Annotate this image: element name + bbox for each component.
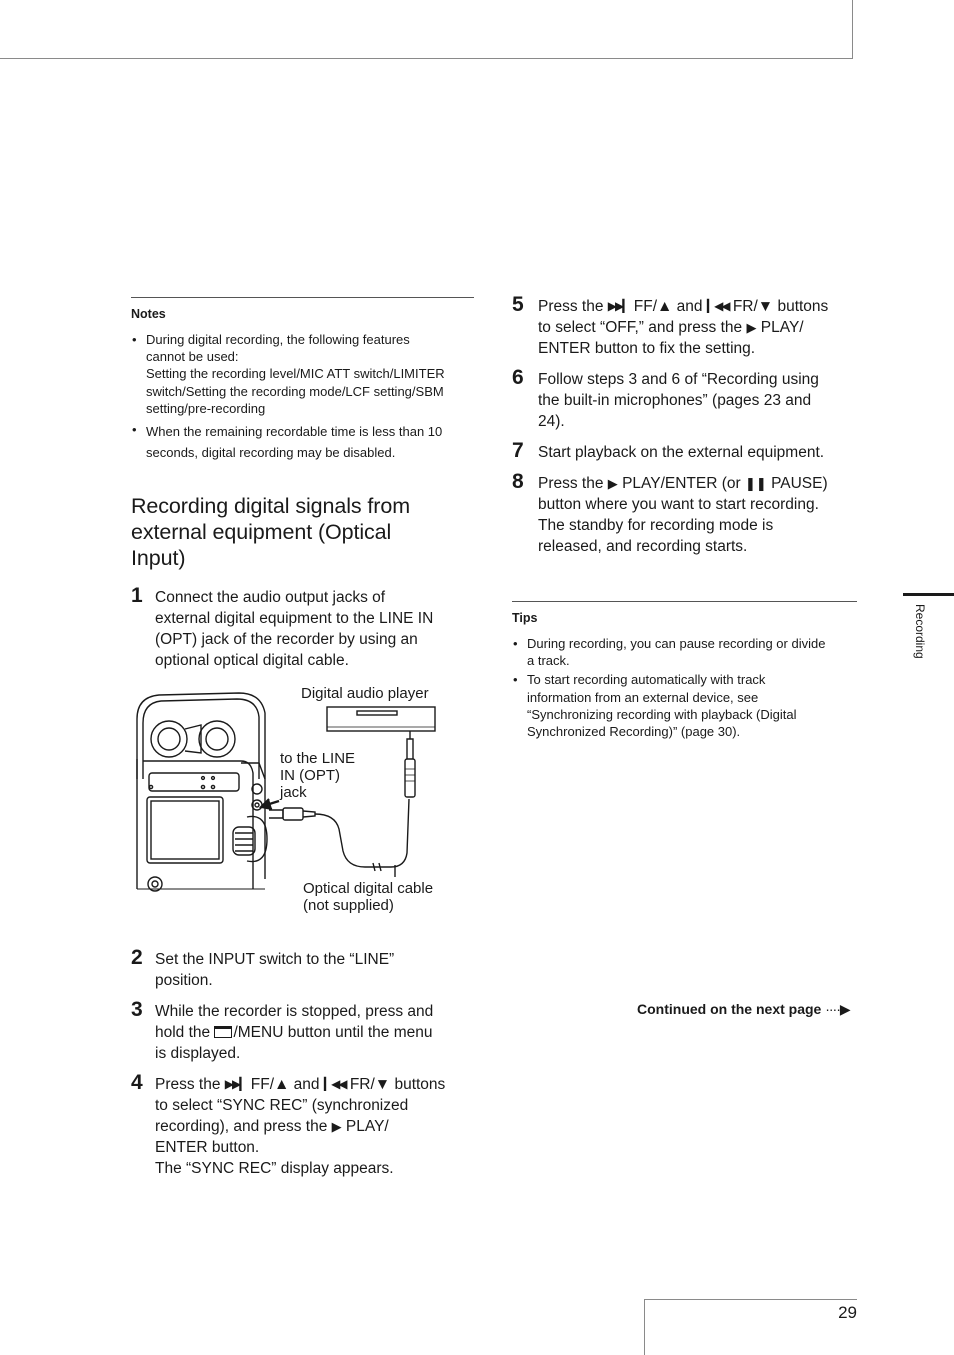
tip-line: information from an external device, see xyxy=(527,689,759,705)
top-frame-border xyxy=(0,0,853,59)
jack-label-line: jack xyxy=(280,784,307,802)
connection-diagram xyxy=(129,685,472,921)
step-line: Set the INPUT switch to the “LINE” xyxy=(155,951,395,969)
step-line xyxy=(155,1074,474,1095)
step-text: PLAY/ENTER (or xyxy=(617,475,745,492)
step-text: to select “OFF,” and press the xyxy=(538,319,747,336)
step-text: Press the xyxy=(155,1076,225,1094)
step-2 xyxy=(131,946,474,991)
tip-line: Synchronized Recording)” (page 30). xyxy=(527,724,741,740)
jack-label-line: to the LINE xyxy=(280,750,356,768)
step-line: The “SYNC REC” display appears. xyxy=(155,1160,394,1178)
step-text: recording), and press the xyxy=(155,1118,332,1136)
continued-label: Continued on the next page xyxy=(637,1001,822,1017)
step-text: FR/▼ buttons xyxy=(728,298,829,315)
step-8 xyxy=(512,470,857,557)
step-text: FF/▲ and xyxy=(629,298,707,315)
note-line: • When the remaining recordable time is less than 10 xyxy=(146,424,443,440)
note-item xyxy=(131,421,474,463)
step-7 xyxy=(512,439,857,463)
step-1 xyxy=(131,584,474,671)
notes-rule xyxy=(131,297,474,298)
step-line: Start playback on the external equipment. xyxy=(538,444,825,461)
step-line: optional optical digital cable. xyxy=(155,652,349,670)
step-line xyxy=(538,317,857,338)
notes-list xyxy=(131,331,474,463)
step-line xyxy=(155,1116,474,1137)
heading-line: Input) xyxy=(131,546,186,571)
step-line: While the recorder is stopped, press and xyxy=(155,1003,434,1021)
tips-title: Tips xyxy=(512,611,538,625)
tip-line: a track. xyxy=(527,653,570,669)
jack-label xyxy=(280,750,355,801)
fast-forward-icon: ▶▶▎ xyxy=(224,1077,247,1092)
step-6 xyxy=(512,366,857,432)
tips-list xyxy=(512,635,857,740)
note-line: switch/Setting the recording mode/LCF setting/SBM xyxy=(146,383,444,399)
continued-arrow-icon: ····▶ xyxy=(825,1001,850,1017)
step-line xyxy=(155,1022,474,1043)
step-number: 4 xyxy=(131,1071,143,1095)
step-number: 3 xyxy=(131,998,143,1022)
heading-line: Recording digital signals from xyxy=(131,494,411,519)
step-line: the built-in microphones” (pages 23 and xyxy=(538,392,812,409)
notes-title: Notes xyxy=(131,307,166,321)
side-tab-label: Recording xyxy=(913,604,927,659)
player-label: Digital audio player xyxy=(301,685,429,703)
play-icon: ▶ xyxy=(331,1119,342,1135)
cable-label-line: (not supplied) xyxy=(303,897,394,915)
tips-rule xyxy=(512,601,857,602)
step-5 xyxy=(512,293,857,359)
step-4 xyxy=(131,1071,474,1179)
right-column xyxy=(512,293,857,742)
step-text: FR/▼ buttons xyxy=(345,1076,446,1094)
note-line: cannot be used: xyxy=(146,349,239,365)
step-text: PLAY/ xyxy=(341,1118,389,1136)
page-number: 29 xyxy=(838,1303,857,1322)
step-3 xyxy=(131,998,474,1064)
rewind-icon: ▎◀◀ xyxy=(323,1077,346,1092)
step-line xyxy=(538,473,857,494)
note-line: seconds, digital recording may be disabled. xyxy=(146,445,396,461)
side-tab-rule xyxy=(903,593,954,596)
step-line: ENTER button to fix the setting. xyxy=(538,340,756,357)
tip-line: “Synchronizing recording with playback (Digital xyxy=(527,706,797,722)
step-number: 2 xyxy=(131,946,143,970)
left-column xyxy=(131,297,474,1189)
tip-line: • To start recording automatically with track xyxy=(527,672,766,688)
note-line: setting/pre-recording xyxy=(146,400,266,416)
play-icon: ▶ xyxy=(607,476,618,491)
step-line: The standby for recording mode is xyxy=(538,517,774,534)
step-line xyxy=(538,296,857,317)
step-number: 5 xyxy=(512,293,524,316)
step-text: PAUSE) xyxy=(766,475,828,492)
step-line: to select “SYNC REC” (synchronized xyxy=(155,1097,409,1115)
folder-icon xyxy=(214,1026,232,1038)
step-line: position. xyxy=(155,972,213,990)
heading-line: external equipment (Optical xyxy=(131,520,392,545)
step-line: button where you want to start recording. xyxy=(538,496,819,513)
step-text: Press the xyxy=(538,298,608,315)
step-text: /MENU button until the menu xyxy=(233,1024,433,1042)
note-item xyxy=(131,331,474,417)
step-line: ENTER button. xyxy=(155,1139,260,1157)
step-line: Follow steps 3 and 6 of “Recording using xyxy=(538,371,819,388)
pause-icon: ❚❚ xyxy=(744,476,767,491)
step-number: 7 xyxy=(512,439,524,462)
step-number: 8 xyxy=(512,470,524,493)
note-line: • During digital recording, the following features xyxy=(146,332,410,347)
step-line: external digital equipment to the LINE IN xyxy=(155,610,434,628)
section-heading xyxy=(131,493,474,571)
cable-label xyxy=(303,880,433,914)
jack-label-line: IN (OPT) xyxy=(280,767,340,785)
step-number: 1 xyxy=(131,584,143,608)
tip-item xyxy=(512,671,857,740)
step-text: PLAY/ xyxy=(756,319,804,336)
tip-item xyxy=(512,635,857,669)
page-number-box xyxy=(644,1299,857,1355)
rewind-icon: ▎◀◀ xyxy=(706,299,729,313)
note-line: Setting the recording level/MIC ATT switch/LIMITER xyxy=(146,366,445,382)
step-text: FF/▲ and xyxy=(246,1076,324,1094)
play-icon: ▶ xyxy=(746,320,757,335)
fast-forward-icon: ▶▶▎ xyxy=(607,299,630,313)
step-line: Connect the audio output jacks of xyxy=(155,589,386,607)
step-line: (OPT) jack of the recorder by using an xyxy=(155,631,418,649)
tip-line: • During recording, you can pause recording or divide xyxy=(527,636,826,651)
cable-label-line: Optical digital cable xyxy=(303,880,434,898)
step-line: 24). xyxy=(538,413,565,430)
step-text: Press the xyxy=(538,475,608,492)
step-line: is displayed. xyxy=(155,1045,241,1063)
step-text: hold the xyxy=(155,1024,215,1042)
continued-notice xyxy=(637,1001,850,1018)
step-line: released, and recording starts. xyxy=(538,538,748,555)
step-number: 6 xyxy=(512,366,524,389)
